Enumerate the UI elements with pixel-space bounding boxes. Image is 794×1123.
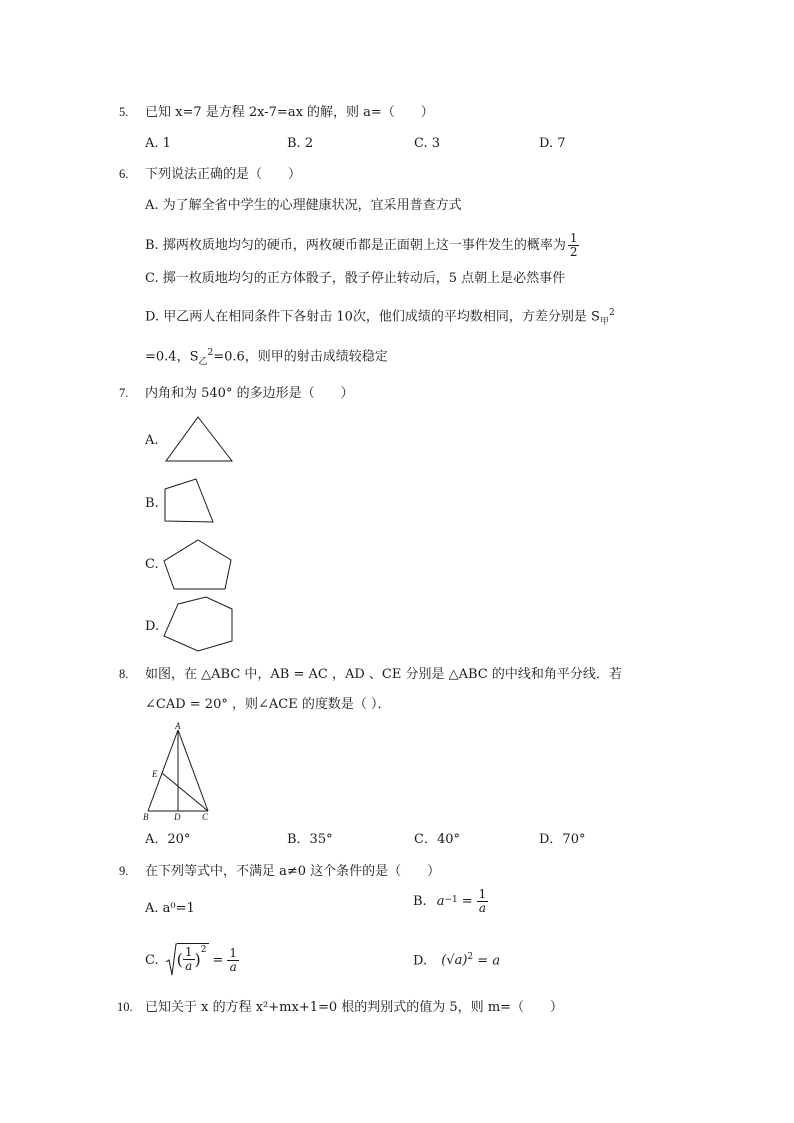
q6-number: 6. bbox=[119, 167, 129, 181]
q9-option-d-rhs: = a bbox=[477, 953, 501, 969]
q10-stem: 已知关于 x 的方程 x²+mx+1=0 根的判别式的值为 5，则 m=（ ） bbox=[145, 1000, 564, 1015]
q9-number: 9. bbox=[119, 864, 129, 878]
q9-option-d-expression: (√a) bbox=[441, 953, 468, 969]
figure-label-d: D bbox=[174, 812, 181, 822]
q8-option-d: D．70° bbox=[539, 832, 586, 847]
q8-stem-line1: 如图，在 △ABC 中，AB = AC ，AD 、CE 分别是 △ABC 的中线和角平分线．若 bbox=[145, 667, 622, 682]
q9-option-c-fraction bbox=[227, 947, 239, 973]
q6-option-d-cont-text1: =0.4，S bbox=[145, 349, 199, 365]
q6-option-d-cont-sup: 2 bbox=[207, 348, 214, 358]
q7-number: 7. bbox=[119, 386, 129, 400]
fraction-denominator: a bbox=[229, 959, 237, 974]
figure-label-a: A bbox=[175, 721, 181, 731]
q8-triangle-figure bbox=[138, 720, 218, 822]
q6-option-d-cont-text2: =0.6，则甲的射击成绩较稳定 bbox=[213, 349, 388, 365]
q7-pentagon-figure bbox=[160, 536, 236, 592]
q10-number: 10. bbox=[117, 1000, 133, 1014]
q9-option-b-exponent: −1 bbox=[444, 895, 458, 905]
q9-option-b-base: a bbox=[436, 893, 445, 909]
q9-option-b-label: B. bbox=[413, 893, 427, 909]
q6-stem: 下列说法正确的是（ ） bbox=[145, 167, 302, 182]
q8-option-a: A．20° bbox=[145, 832, 191, 847]
square-root-icon bbox=[165, 942, 177, 978]
q7-quadrilateral-figure bbox=[160, 475, 220, 527]
q6-option-d-sup: 2 bbox=[608, 308, 615, 318]
q9-option-d-label: D. bbox=[413, 953, 428, 969]
q5-option-c: C. 3 bbox=[414, 136, 441, 151]
q5-option-a: A. 1 bbox=[145, 136, 171, 151]
paren-open: ( bbox=[176, 949, 183, 969]
fraction-numerator: 1 bbox=[184, 945, 193, 960]
q6-option-b-text: B. 掷两枚质地均匀的硬币，两枚硬币都是正面朝上这一事件发生的概率为 bbox=[145, 237, 566, 253]
q8-stem-line2: ∠CAD = 20° ，则∠ACE 的度数是（ ）． bbox=[145, 697, 391, 712]
q9-option-d-exponent: 2 bbox=[467, 952, 474, 962]
q5-option-d: D. 7 bbox=[539, 136, 566, 151]
q6-option-d-text: D. 甲乙两人在相同条件下各射击 10次，他们成绩的平均数相同，方差分别是 S bbox=[145, 309, 600, 325]
q9-option-c bbox=[145, 942, 239, 978]
paren-close: ) bbox=[194, 949, 201, 969]
q8-option-b: B．35° bbox=[287, 832, 333, 847]
q9-option-c-radicand bbox=[177, 943, 209, 972]
q9-option-c-label: C. bbox=[145, 952, 159, 968]
q9-option-b-fraction bbox=[477, 888, 489, 914]
q9-option-c-exponent: 2 bbox=[200, 945, 207, 956]
q7-stem: 内角和为 540° 的多边形是（ ） bbox=[145, 386, 354, 401]
q9-option-b bbox=[413, 888, 488, 914]
fraction-denominator: a bbox=[478, 900, 487, 915]
q6-option-d-cont-sub: 乙 bbox=[198, 356, 208, 367]
q9-option-b-equals: = bbox=[461, 893, 473, 909]
q6-option-c: C. 掷一枚质地均匀的正方体骰子，骰子停止转动后，5 点朝上是必然事件 bbox=[145, 271, 566, 286]
q9-stem: 在下列等式中，不满足 a≠0 这个条件的是（ ） bbox=[145, 864, 441, 879]
q6-option-d-continued bbox=[145, 349, 388, 367]
q9-option-c-equals: = bbox=[212, 952, 224, 968]
q6-option-d bbox=[145, 309, 615, 327]
q8-number: 8. bbox=[119, 667, 129, 681]
q5-number: 5. bbox=[119, 105, 129, 119]
q5-option-b: B. 2 bbox=[287, 136, 314, 151]
q9-option-a: A. a⁰=1 bbox=[145, 901, 195, 916]
q7-label-d: D. bbox=[145, 619, 160, 634]
fraction-numerator: 1 bbox=[229, 945, 238, 960]
q7-triangle-figure bbox=[160, 413, 240, 465]
fraction-numerator: 1 bbox=[569, 231, 578, 245]
q6-option-b bbox=[145, 232, 579, 258]
q6-option-a: A. 为了解全省中学生的心理健康状况，宜采用普查方式 bbox=[145, 198, 462, 213]
q7-hexagon-figure bbox=[160, 594, 238, 656]
q7-label-b: B. bbox=[145, 496, 159, 511]
q8-option-c: C．40° bbox=[414, 832, 460, 847]
q6-option-d-sub: 甲 bbox=[599, 316, 609, 327]
figure-label-b: B bbox=[143, 812, 149, 822]
q9-option-d bbox=[413, 953, 500, 967]
q5-stem: 已知 x=7 是方程 2x-7=ax 的解，则 a=（ ） bbox=[145, 105, 434, 120]
figure-label-c: C bbox=[202, 812, 209, 822]
q9-option-c-inner-fraction bbox=[183, 946, 195, 972]
q7-label-c: C. bbox=[145, 557, 159, 572]
q6-option-b-fraction bbox=[568, 232, 580, 258]
fraction-numerator: 1 bbox=[478, 887, 487, 901]
figure-label-e: E bbox=[152, 769, 158, 779]
fraction-denominator: 2 bbox=[569, 244, 578, 259]
fraction-denominator: a bbox=[185, 959, 193, 973]
q7-label-a: A. bbox=[145, 433, 159, 448]
